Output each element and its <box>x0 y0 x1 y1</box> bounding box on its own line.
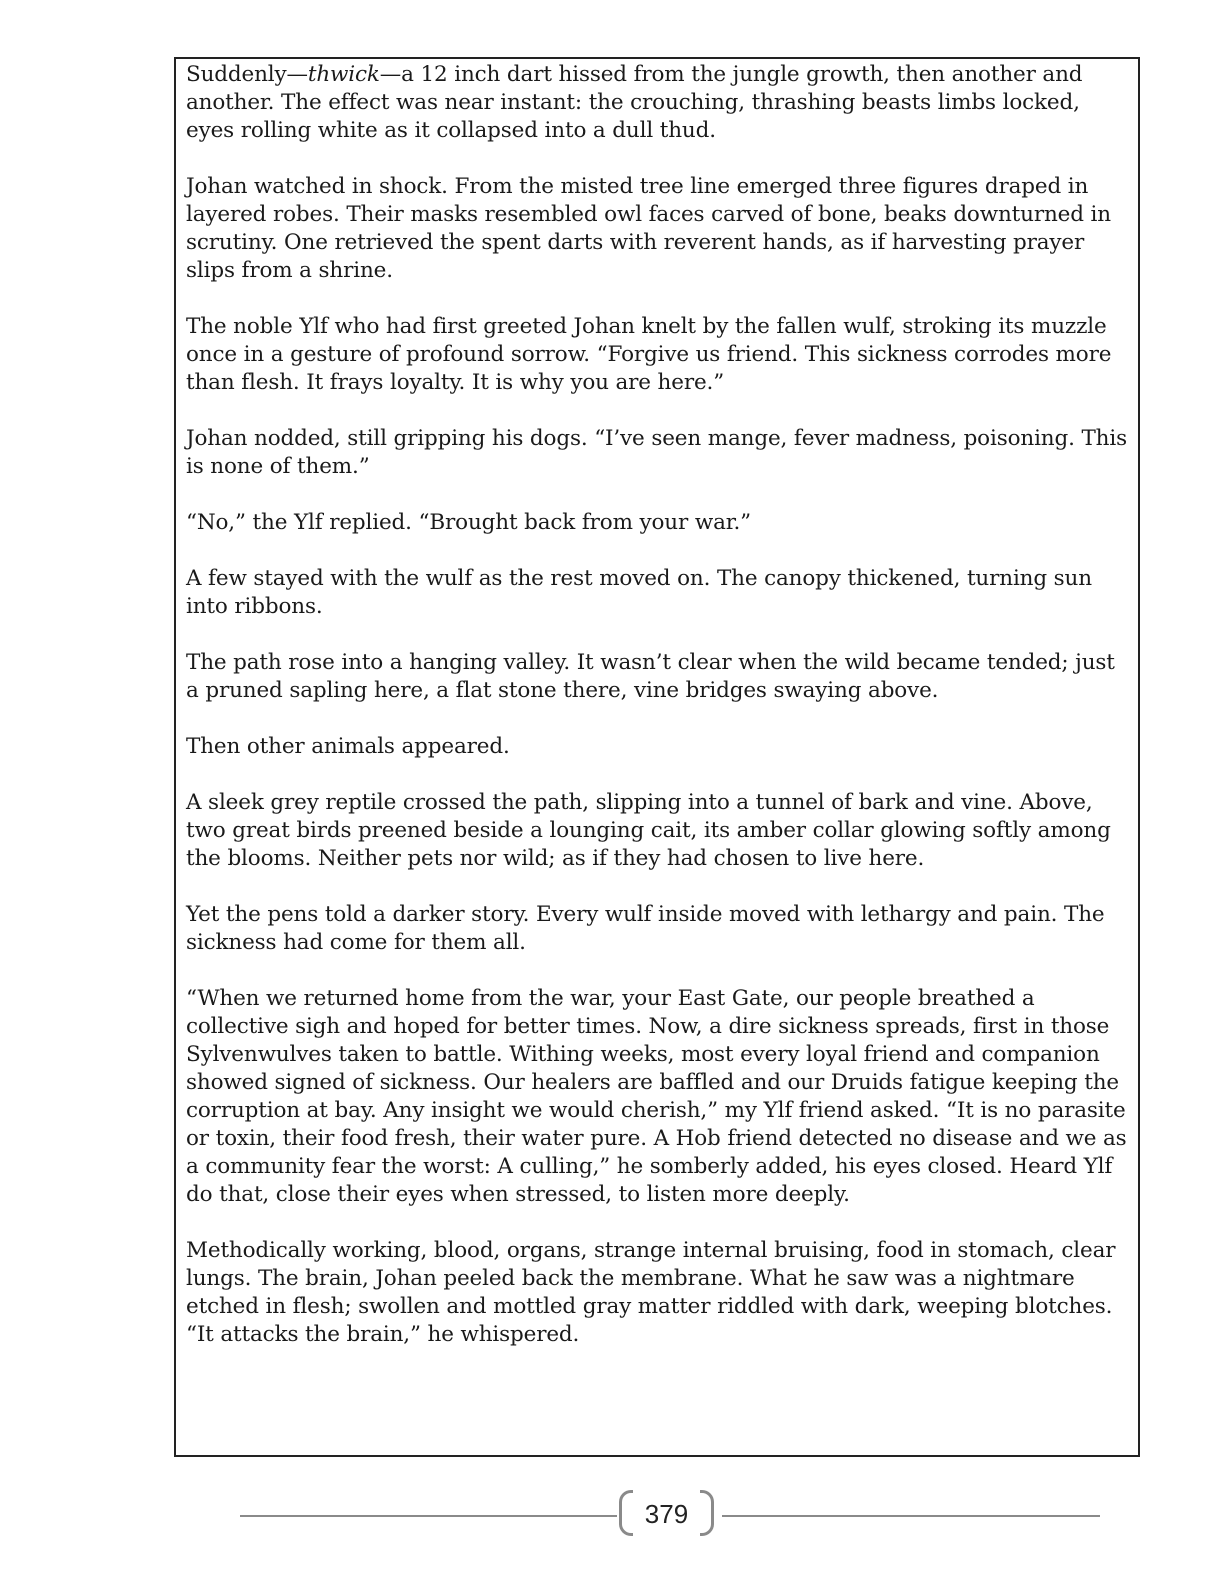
paragraph-1-lead: Suddenly— <box>186 62 308 87</box>
paragraph-9: A sleek grey reptile crossed the path, slipping into a tunnel of bark and vine. Above, two great birds preened beside a lounging cait, its amber collar glowing softly among the blooms. Neither pets nor wild; as if they had chosen to live here. <box>186 790 1111 871</box>
page-number-bracket-right <box>700 1490 714 1536</box>
paragraph-12: Methodically working, blood, organs, strange internal bruising, food in stomach, clear lungs. The brain, Johan peeled back the membrane. What he saw was a nightmare etched in flesh; swollen and mottled gray matter riddled with dark, weeping blotches. “It attacks the brain,” he whispered. <box>186 1238 1116 1347</box>
paragraph-8: Then other animals appeared. <box>186 734 510 759</box>
paragraph-10: Yet the pens told a darker story. Every wulf inside moved with lethargy and pain. The sickness had come for them all. <box>186 902 1105 955</box>
paragraph-11: “When we returned home from the war, your East Gate, our people breathed a collective sigh and hoped for better times. Now, a dire sickness spreads, first in those Sylvenwulves taken to battle. Withing weeks, most every loyal friend and companion showed signed of sickness. Our healers are baffled and our Druids fatigue keeping the corruption at bay. Any insight we would cherish,” my Ylf friend asked. “It is no parasite or toxin, their food fresh, their water pure. A Hob friend detected no disease and we as a community fear the worst: A culling,” he somberly added, his eyes closed. Heard Ylf do that, close their eyes when stressed, to listen more deeply. <box>186 986 1127 1207</box>
paragraph-2: Johan watched in shock. From the misted tree line emerged three figures draped in layered robes. Their masks resembled owl faces carved of bone, beaks downturned in scrutiny. One retrieved the spent darts with reverent hands, as if harvesting prayer slips from a shrine. <box>186 174 1111 283</box>
paragraph-4: Johan nodded, still gripping his dogs. “I’ve seen mange, fever madness, poisoning. This is none of them.” <box>186 426 1127 479</box>
paragraph-5: “No,” the Ylf replied. “Brought back from your war.” <box>186 510 752 535</box>
paragraph-6: A few stayed with the wulf as the rest moved on. The canopy thickened, turning sun into ribbons. <box>186 566 1092 619</box>
footer-rule-left <box>240 1515 617 1517</box>
page-number-bracket-left <box>619 1490 633 1536</box>
footer-rule-right <box>722 1515 1100 1517</box>
paragraph-3: The noble Ylf who had first greeted Johan knelt by the fallen wulf, stroking its muzzle once in a gesture of profound sorrow. “Forgive us friend. This sickness corrodes more than flesh. It frays loyalty. It is why you are here.” <box>186 314 1112 395</box>
paragraph-1-rest: —a 12 inch dart hissed from the jungle growth, then another and another. The effect was near instant: the crouching, thrashing beasts limbs locked, eyes rolling white as it collapsed into a dull thud. <box>186 62 1083 143</box>
paragraph-1 <box>186 61 1128 145</box>
sound-effect: thwick <box>307 62 380 87</box>
paragraph-7: The path rose into a hanging valley. It wasn’t clear when the wild became tended; just a pruned sapling here, a flat stone there, vine bridges swaying above. <box>186 650 1115 703</box>
page-number: 379 <box>644 1499 689 1529</box>
text-frame <box>174 57 1140 1457</box>
